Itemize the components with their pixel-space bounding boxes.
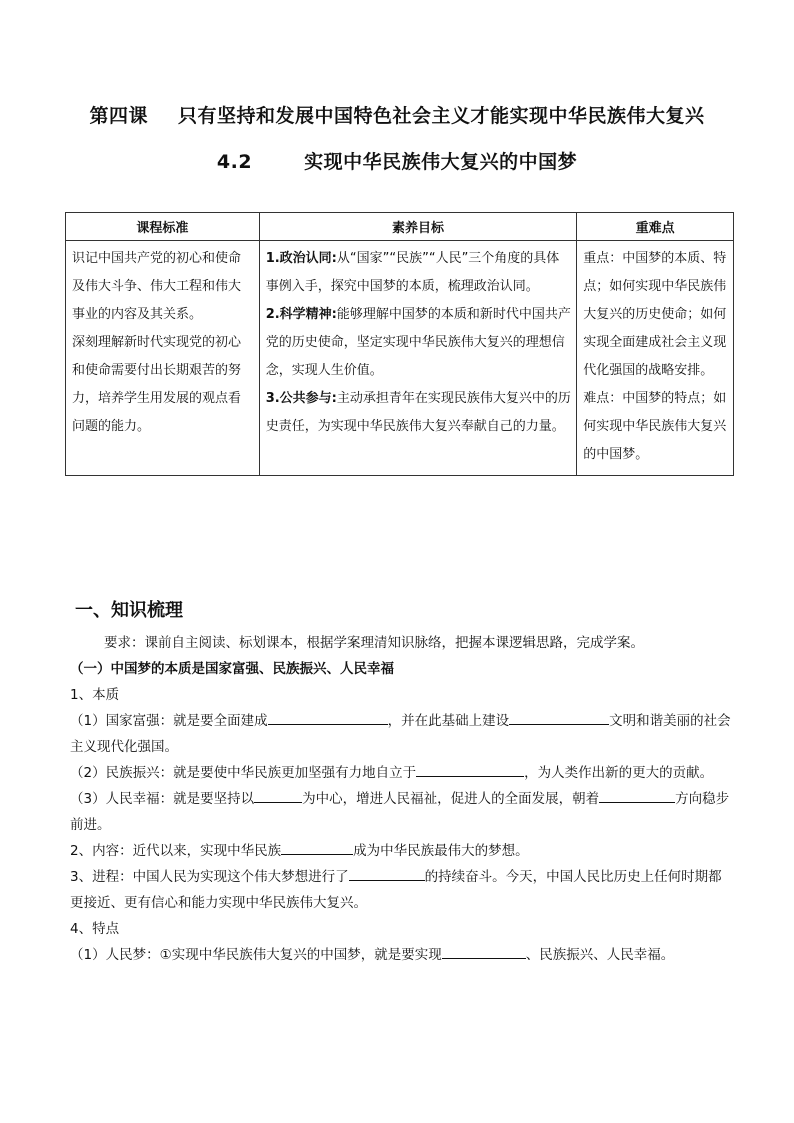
fill-item: （1）国家富强：就是要全面建成 ，并在此基础上建设 文明和谐美丽的社会主义现代化强国。 bbox=[70, 708, 734, 760]
knowledge-heading: 一、知识梳理 bbox=[75, 600, 183, 621]
fill-item: （2）民族振兴：就是要使中华民族更加坚强有力地自立于 ，为人类作出新的更大的贡献。 bbox=[70, 760, 734, 786]
goals-cell bbox=[259, 241, 577, 476]
goal-item bbox=[266, 301, 572, 385]
lesson-number: 第四课 bbox=[89, 105, 148, 127]
fill-blank[interactable] bbox=[509, 710, 609, 725]
key-point-item: 重点：中国梦的本质、特点；如何实现中华民族伟大复兴的历史使命；如何实现全面建成社会主义现代化强国的战略安排。 bbox=[583, 251, 727, 378]
fill-item: 2、内容：近代以来，实现中华民族 成为中华民族最伟大的梦想。 bbox=[70, 838, 734, 864]
lesson-title-text: 只有坚持和发展中国特色社会主义才能实现中华民族伟大复兴 bbox=[178, 105, 705, 127]
fill-blank[interactable] bbox=[268, 710, 388, 725]
key-point-item: 难点：中国梦的特点；如何实现中华民族伟大复兴的中国梦。 bbox=[583, 391, 727, 462]
goal-label: 3.公共参与: bbox=[265, 391, 337, 406]
fill-blank[interactable] bbox=[416, 762, 524, 777]
item-heading: 1、本质 bbox=[70, 687, 120, 703]
lesson-title bbox=[0, 101, 794, 128]
section-title-text: 实现中华民族伟大复兴的中国梦 bbox=[304, 151, 578, 173]
header-standard: 课程标准 bbox=[66, 213, 260, 241]
knowledge-body bbox=[70, 630, 734, 968]
fill-item: 3、进程：中国人民为实现这个伟大梦想进行了 的持续奋斗。今天，中国人民比历史上任何时期都更接近、更有信心和能力实现中华民族伟大复兴。 bbox=[70, 864, 734, 916]
header-key-points: 重难点 bbox=[577, 213, 734, 241]
section-number: 4.2 bbox=[216, 151, 253, 173]
fill-item: （3）人民幸福：就是要坚持以 为中心，增进人民福祉，促进人的全面发展，朝着 方向稳步前进。 bbox=[70, 786, 734, 838]
goal-text: 能够理解中国梦的本质和新时代中国共产党的历史使命，坚定实现中华民族伟大复兴的理想信念，实现人生价值。 bbox=[265, 307, 571, 378]
header-goals: 素养目标 bbox=[259, 213, 577, 241]
goal-item bbox=[266, 245, 572, 301]
fill-item: （1）人民梦：①实现中华民族伟大复兴的中国梦，就是要实现 、民族振兴、人民幸福。 bbox=[70, 942, 734, 968]
goal-text: 主动承担青年在实现民族伟大复兴中的历史责任，为实现中华民族伟大复兴奉献自己的力量。 bbox=[265, 391, 571, 434]
subsection-heading: （一）中国梦的本质是国家富强、民族振兴、人民幸福 bbox=[70, 661, 394, 677]
fill-blank[interactable] bbox=[442, 944, 526, 959]
table-header-row bbox=[66, 213, 734, 241]
goal-text: 从“国家”“民族”“人民”三个角度的具体事例入手，探究中国梦的本质，梳理政治认同。 bbox=[265, 251, 560, 294]
standard-item: 深刻理解新时代实现党的初心和使命需要付出长期艰苦的努力，培养学生用发展的观点看问题的能力。 bbox=[72, 335, 242, 434]
fill-blank[interactable] bbox=[599, 788, 675, 803]
item-heading: 4、特点 bbox=[70, 921, 120, 937]
section-title bbox=[0, 147, 794, 174]
fill-blank[interactable] bbox=[254, 788, 302, 803]
fill-blank[interactable] bbox=[281, 840, 353, 855]
key-points-cell bbox=[577, 241, 734, 476]
goal-item bbox=[266, 385, 572, 441]
objectives-table bbox=[65, 212, 734, 476]
standard-item: 识记中国共产党的初心和使命及伟大斗争、伟大工程和伟大事业的内容及其关系。 bbox=[72, 251, 242, 322]
table-row bbox=[66, 241, 734, 476]
goal-label: 1.政治认同: bbox=[265, 251, 337, 266]
requirement-text: 要求：课前自主阅读、标划课本，根据学案理清知识脉络，把握本课逻辑思路，完成学案。 bbox=[104, 635, 644, 651]
goal-label: 2.科学精神: bbox=[265, 307, 337, 322]
fill-blank[interactable] bbox=[349, 866, 425, 881]
standards-cell bbox=[66, 241, 260, 476]
